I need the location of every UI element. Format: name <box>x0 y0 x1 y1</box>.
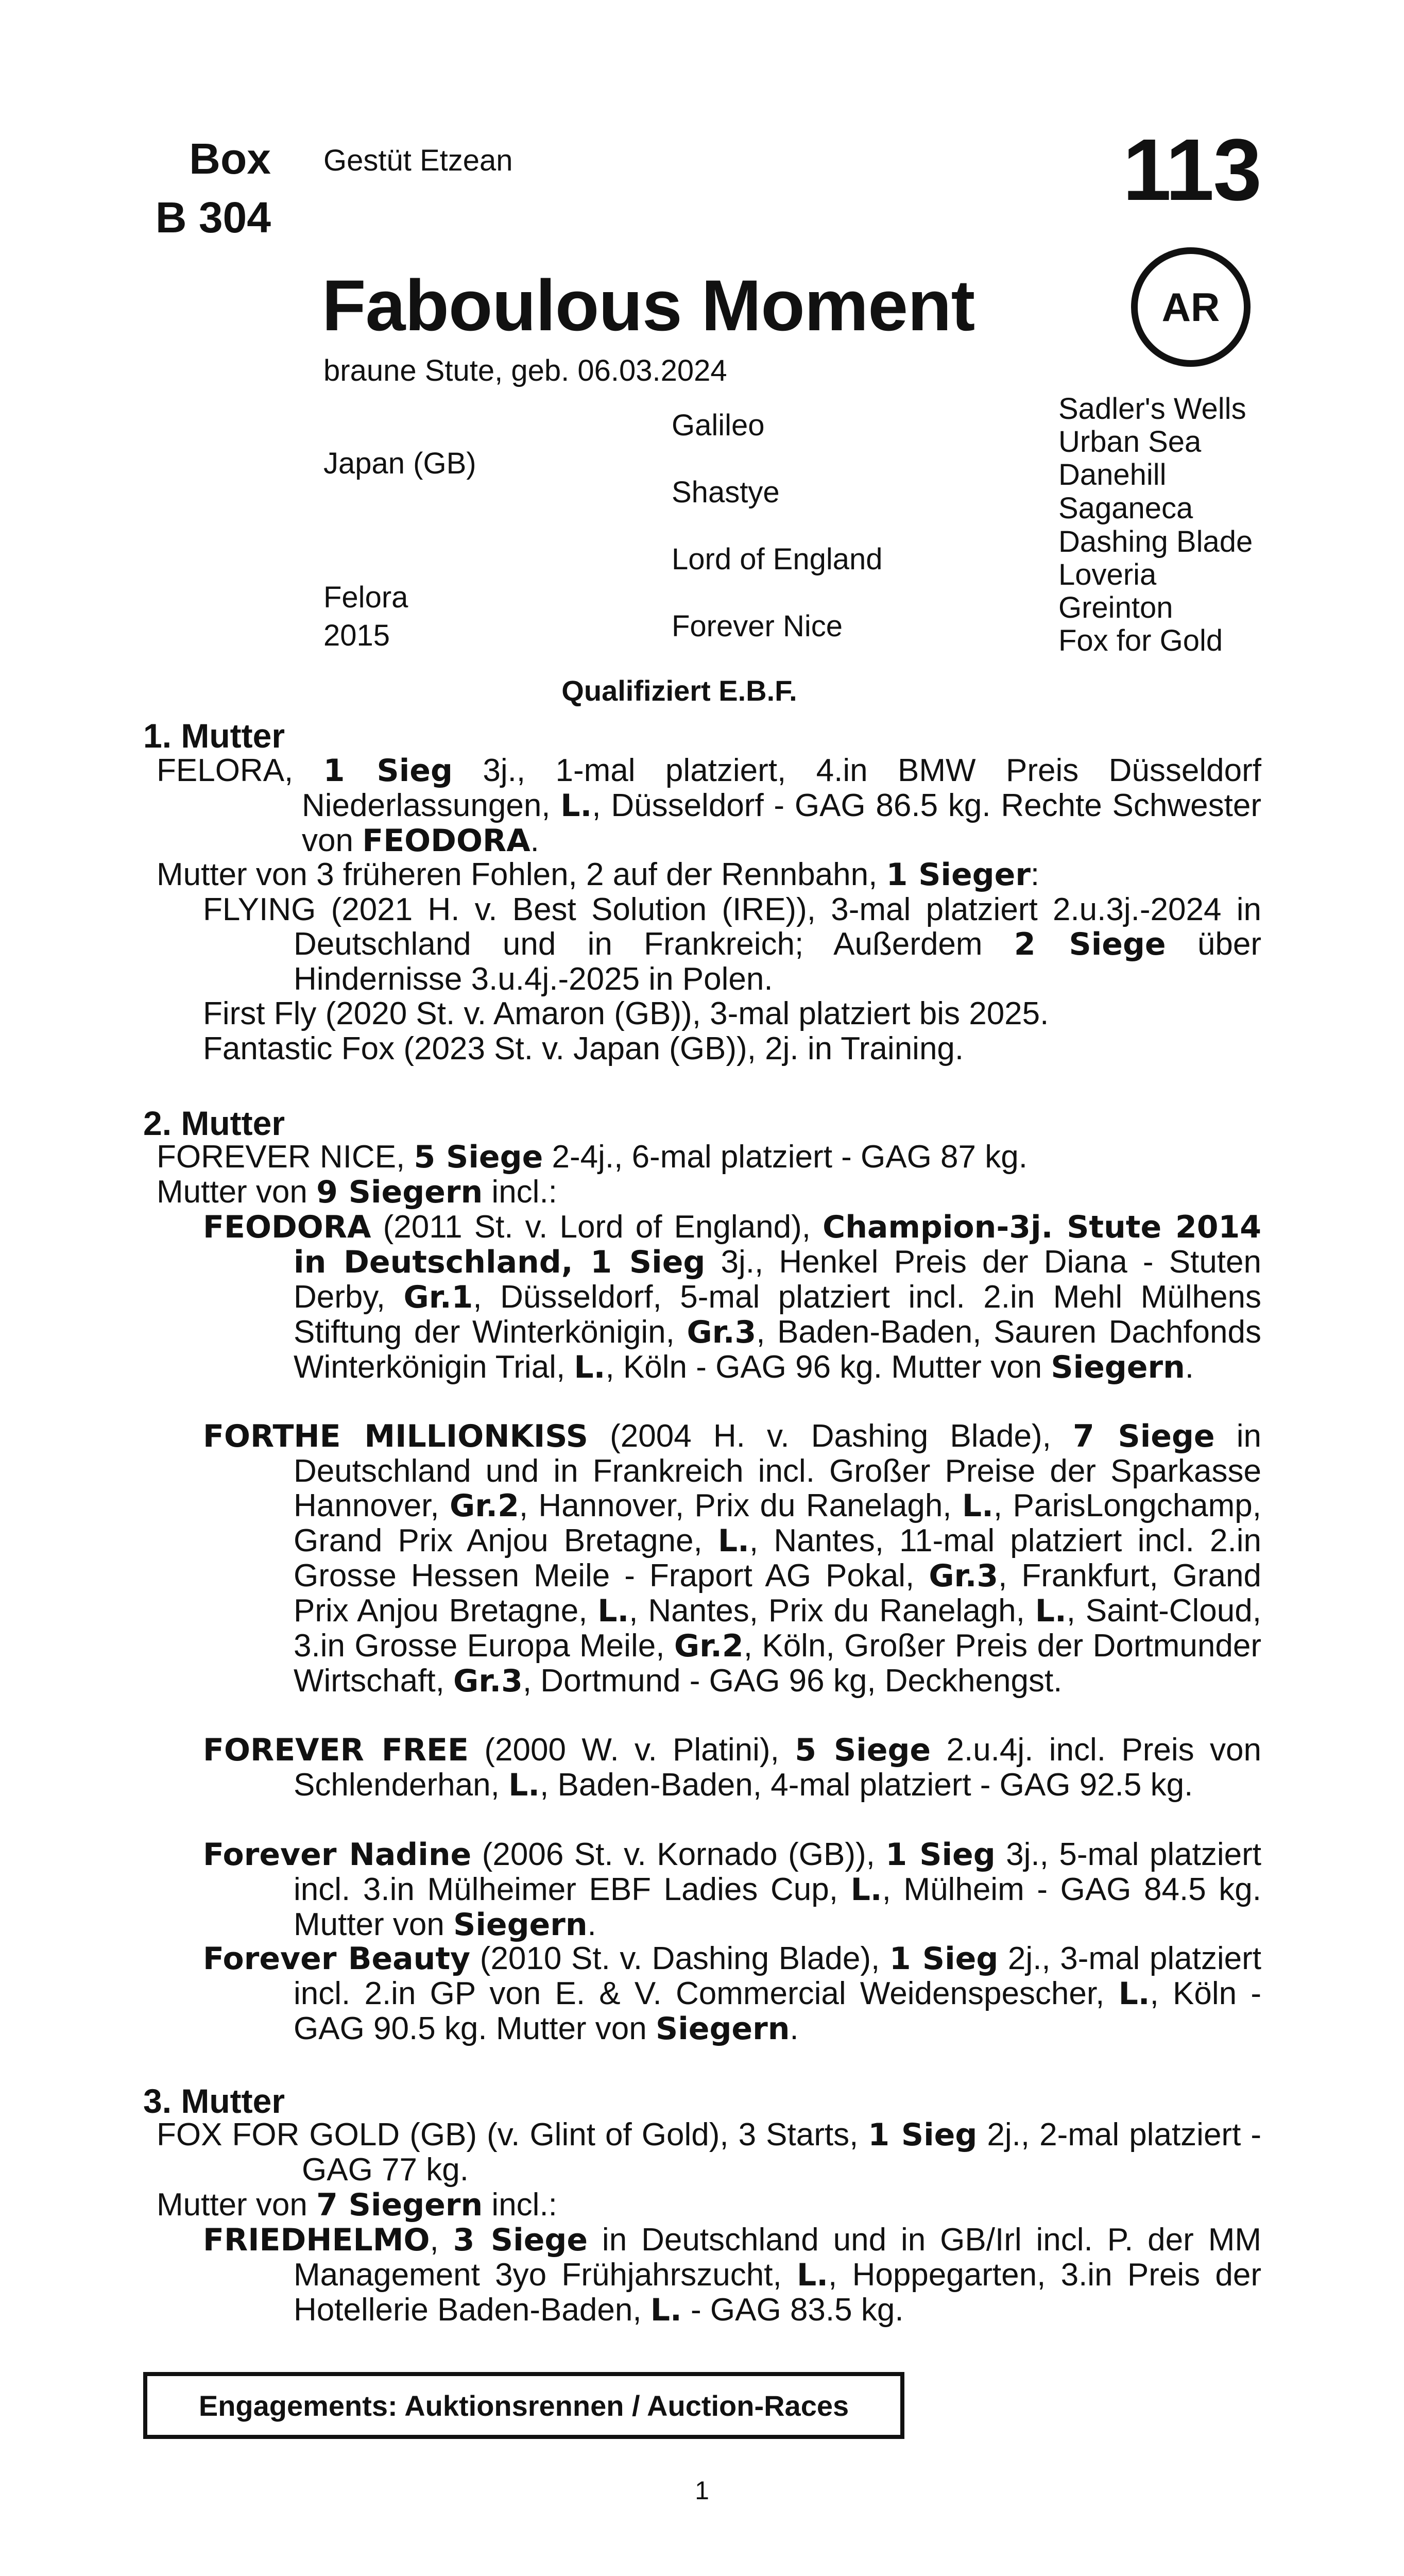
qualification: Qualifiziert E.B.F. <box>561 674 797 707</box>
pedigree-gen2-3: Lord of England <box>672 543 883 576</box>
first-dam-produce: Mutter von 3 früheren Fohlen, 2 auf der Rennbahn, 1 Sieger: <box>157 857 1040 893</box>
produce-forthe-millionkiss: FORTHE MILLIONKISS (2004 H. v. Dashing Blade), 7 Siege in Deutschland und in Frankreich incl. Großer Preise der Sparkasse Hannover, Gr.2, Hannover, Prix du Ranelagh, L., ParisLongchamp, Grand Prix Anjou Bretagne, L., Nantes, 11-mal platziert incl. 2.in Grosse Hessen Meile - Fraport AG Pokal, Gr.3, Frankfurt, Grand Prix Anjou Bretagne, L., Nantes, Prix du Ranelagh, L., Saint-Cloud, 3.in Grosse Europa Meile, Gr.2, Köln, Großer Preis der Dortmunder Wirtschaft, Gr.3, Dortmund - GAG 96 kg, Deckhengst. <box>203 1418 1262 1699</box>
lot-number: 113 <box>1122 121 1261 219</box>
pedigree-gen2-1: Galileo <box>672 409 765 442</box>
third-dam-record: FOX FOR GOLD (GB) (v. Glint of Gold), 3 Starts, 1 Sieg 2j., 2-mal platziert - GAG 77 kg. <box>157 2117 1261 2188</box>
page-number: 1 <box>695 2476 709 2505</box>
first-dam-heading: 1. Mutter <box>143 717 285 755</box>
pedigree-gen3-2: Urban Sea <box>1058 425 1202 459</box>
engagements-box <box>143 2372 904 2439</box>
second-dam-heading: 2. Mutter <box>143 1104 285 1142</box>
consignor: Gestüt Etzean <box>323 144 513 177</box>
box-label: Box <box>189 134 271 183</box>
pedigree-gen3-6: Loveria <box>1058 558 1157 591</box>
pedigree-gen3-5: Dashing Blade <box>1058 525 1253 558</box>
second-dam-record: FOREVER NICE, 5 Siege 2-4j., 6-mal platziert - GAG 87 kg. <box>157 1139 1028 1175</box>
produce-feodora: FEODORA (2011 St. v. Lord of England), Champion-3j. Stute 2014 in Deutschland, 1 Sieg 3j., Henkel Preis der Diana - Stuten Derby, Gr.1, Düsseldorf, 5-mal platziert incl. 2.in Mehl Mülhens Stiftung der Winterkönigin, Gr.3, Baden-Baden, Sauren Dachfonds Winterkönigin Trial, L., Köln - GAG 96 kg. Mutter von Siegern. <box>203 1209 1261 1385</box>
engagements-text: Engagements: Auktionsrennen / Auction-Races <box>198 2389 849 2422</box>
pedigree-gen2-2: Shastye <box>672 476 780 509</box>
pedigree-gen3-8: Fox for Gold <box>1058 624 1223 657</box>
pedigree-gen3-4: Saganeca <box>1058 492 1193 525</box>
third-dam-produce: Mutter von 7 Siegern incl.: <box>157 2187 557 2223</box>
horse-name: Faboulous Moment <box>322 265 975 346</box>
third-dam-heading: 3. Mutter <box>143 2082 285 2120</box>
produce-fantastic-fox: Fantastic Fox (2023 St. v. Japan (GB)), 2j. in Training. <box>203 1031 964 1066</box>
produce-first-fly: First Fly (2020 St. v. Amaron (GB)), 3-mal platziert bis 2025. <box>203 996 1049 1031</box>
box-number: B 304 <box>155 193 271 242</box>
produce-flying: FLYING (2021 H. v. Best Solution (IRE)), 3-mal platziert 2.u.3j.-2024 in Deutschland und in Frankreich; Außerdem 2 Siege über Hindernisse 3.u.4j.-2025 in Polen. <box>203 892 1261 997</box>
pedigree-sire: Japan (GB) <box>323 447 476 480</box>
pedigree-dam: Felora <box>323 581 408 614</box>
pedigree-gen2-4: Forever Nice <box>672 609 843 643</box>
first-dam-record: FELORA, 1 Sieg 3j., 1-mal platziert, 4.in BMW Preis Düsseldorf Niederlassungen, L., Düsseldorf - GAG 86.5 kg. Rechte Schwester von FEODORA. <box>157 753 1261 859</box>
horse-description: braune Stute, geb. 06.03.2024 <box>323 354 727 387</box>
produce-forever-nadine: Forever Nadine (2006 St. v. Kornado (GB)), 1 Sieg 3j., 5-mal platziert incl. 3.in Mülheimer EBF Ladies Cup, L., Mülheim - GAG 84.5 kg. Mutter von Siegern. <box>203 1837 1262 1943</box>
pedigree-dam-year: 2015 <box>323 619 390 652</box>
pedigree-gen3-7: Greinton <box>1058 591 1173 624</box>
pedigree-gen3-1: Sadler's Wells <box>1058 392 1246 426</box>
ar-badge: AR <box>1131 247 1251 367</box>
produce-forever-free: FOREVER FREE (2000 W. v. Platini), 5 Siege 2.u.4j. incl. Preis von Schlenderhan, L., Baden-Baden, 4-mal platziert - GAG 92.5 kg. <box>203 1732 1262 1803</box>
produce-friedhelmo: FRIEDHELMO, 3 Siege in Deutschland und in GB/Irl incl. P. der MM Management 3yo Frühjahrszucht, L., Hoppegarten, 3.in Preis der Hotellerie Baden-Baden, L. - GAG 83.5 kg. <box>203 2222 1261 2328</box>
produce-forever-beauty: Forever Beauty (2010 St. v. Dashing Blade), 1 Sieg 2j., 3-mal platziert incl. 2.in GP von E. & V. Commercial Weidenspescher, L., Köln - GAG 90.5 kg. Mutter von Siegern. <box>203 1941 1262 2047</box>
second-dam-produce: Mutter von 9 Siegern incl.: <box>157 1174 557 1210</box>
pedigree-gen3-3: Danehill <box>1058 458 1167 492</box>
